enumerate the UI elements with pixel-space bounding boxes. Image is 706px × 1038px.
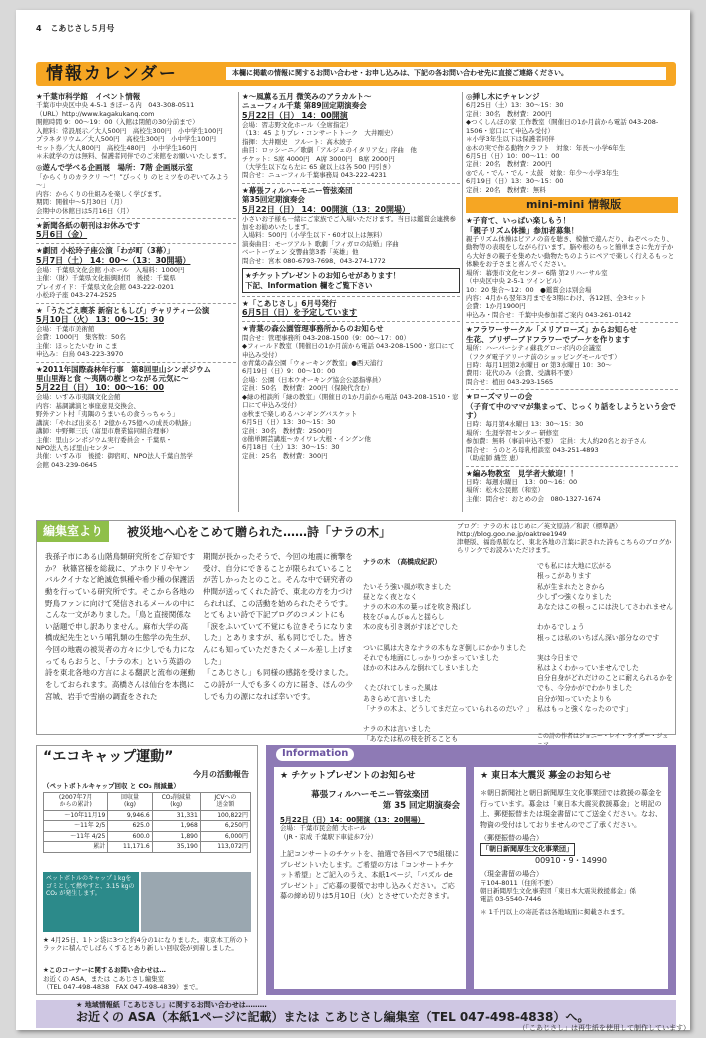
event-body: 6月25日（土）13：30～15：30 定員：30名 教材費：200円 ◆つくしんぼの家 工作教室（開催日の1か月前から電話 043-208-1506・窓口にて申込み受付） ＊小学3年生以下は保護者同伴 ◎木の実で作る動物クラフト 対象：年長～小学6年生 6月5日（日）10：00～11：00 定員：20名 教材費：200円 ◎でん・でん・でん・太鼓 対象：年少～小学3年生 6月19日（日）13：30～15：00 定員：20名 教材費：無料 (466, 101, 659, 194)
mini-heading: ★子育て、いっぱい楽しもう！ 「親子リズム体操」参加者募集！ (466, 216, 579, 235)
relief-fund-box (474, 767, 668, 989)
event-date: 5月6日（金） (36, 230, 88, 240)
event-date: 5月10日（火） 13：00～15：30 (36, 314, 165, 324)
event-body: 問合せ：管理事務所 043-208-1500（9：00～17：00） ◆フィールド教室（開催日の1か月前から電話 043-208-1500・窓口にて申込み受付） ◎青葉の森公園「ウォーキング教室」●西天浦行 6月19日（日）9：00～10：00 会場：公園（日本ウオーキング協会公認指導員） 定員：50名 教材費：200円（保険代含む） ◆緑の相談所「緑の教室」（開催日の1か月前から電話 043-208-1510・窓口にて申込み受付） ◎秋まで楽しめるハンギングバスケット 6月5日（日）13：30～15：30 定員：30名 教材費：2500円 ◎簡単園芸講座～カイワレ大根・イングン他 6月18日（土）13：30～15：30 定員：25名 教材費：300円 (242, 333, 459, 460)
table-header-row (44, 792, 251, 810)
event-heading: ◎遊んで学べる企画展 場所：7階 企画展示室 (36, 163, 193, 173)
event-heading: ★新聞各紙の朝刊はお休みです (36, 221, 141, 230)
divider (36, 243, 236, 244)
postal-name: 「朝日新聞厚生文化事業団」 (480, 843, 575, 856)
event-date: 6月5日（日）を予定しています (242, 308, 358, 318)
poem-text-2: でも私には大地に広がる 根っこがあります 私が生まれたときから 少しずつ強くなりました あなたはこの根っこには決してさわれません わかるでしょう 根っこは私のいちばん深い部分なのです 実は今日まで 私はよくわかっていませんでした 自分自身がどれだけのことに耐えられるかを でも、今分かがでわかりました 自分が知っていたよりも 私はもっと強くなったのです」 (537, 562, 673, 713)
calendar-banner (36, 62, 676, 86)
mini-heading: ★編み物教室 見学者大歓迎！！ (466, 468, 578, 478)
event-body: 小さいお子様も一緒にご家族でご入場いただけます。当日は鑑賞会連携参加をお勧めいたします。 入場料：500円（小学生以下・60才以上は無料） 演奏曲目：モーツアルト 歌劇「フィガロの結婚」序曲 ベートーヴェン 交響曲第3番「英雄」他 問合せ：宮本 080-6793-7698、043-274-1772 (242, 214, 456, 265)
event-heading: ★劇団 小松玲子座公演「わが町（3幕）」 (36, 246, 175, 256)
table-cell: 35,190 (152, 842, 200, 853)
table-cell: 625.0 (108, 821, 152, 832)
ticket-date: 5月22日（日）14：00開演（13：20開場） (280, 815, 425, 824)
event-body: 会場：いすみ市夷隅文化会館 内容：基調講演と事座意見交換会、 野外テント村「夷隅のうまいもの食うっちゃう」 講演：「やれば出来る！2億から75億への成長の軌跡」 講師：中野輝三氏（富里市農業協同組合理事） 主催：里山シンポジウム実行委員会・千葉県・ NPO法人ちば里山センター 共催：いすみ市 後援：御宿町、NPO法人千葉自然学 会館 043-239-0645 (36, 393, 195, 469)
mini-heading: ★ローズマリーの会 （子育て中のママが集まって、じっくり話をしようという会です） (466, 392, 676, 420)
calendar-title: 情報カレンダー (46, 64, 178, 84)
eco-title: “エコキャップ運動” (43, 749, 174, 765)
divider (36, 303, 236, 304)
event-item (242, 299, 460, 318)
table-cell: 累計 (44, 842, 108, 853)
event-heading: ★2011年国際森林年行事 第8回里山シンポジウム 里山里海と食 ～夷隅の樹とつながる元気に～ (36, 364, 212, 383)
divider (466, 466, 678, 467)
mini-item (466, 469, 678, 504)
poem-text-1: たいそう強い風が吹きました 昼となく夜となく ナラの木の木の葉っぱを吹き飛ばし 枝をびゅんびゅんと揺らし 木の皮も引き剥がすほどでした ついに風は大きなナラの木もなぎ倒しにかかりました それでも地面にしっかりつかまっていました ほかの木はみんな倒れてしまいました くたびれてしまった風は あきらめて言いました 「ナラの木よ、どうしてまだ立っていられるのだい？」 ナラの木は言いました 「あなたは私の枝を折ることも (363, 582, 533, 744)
divider (242, 296, 460, 297)
event-body: 「からくりのカラクリ ～“！”びっくり のヒミツをのぞいてみよう～」 内容：からくりの仕組みを楽しく学びます。 期間：開催中～5月30日（月） 会期中の休館日は5月16日（月） (36, 172, 229, 215)
poem-title: ナラの木 （高橋成紀訳） (363, 558, 442, 567)
eco-cap-section (36, 745, 258, 995)
eco-photo-caption: ペットボトルのキャップ１kgをゴミとして燃やすと、3.15 kgの CO₂ が発生します。 (43, 872, 139, 932)
postal-number: 00910・9・14990 (535, 855, 607, 865)
event-heading: ★幕張フィルハーモニー管弦楽団 第35回定期演奏会 (242, 185, 353, 205)
table-cell: 6,000円 (200, 831, 250, 842)
divider (36, 218, 236, 219)
event-body: 会場：千葉県文化会館 小ホール 入場料：1000円 主催：（財）千葉県文化振興財団 後援：千葉県 プレイガイド：千葉県文化会館 043-222-0201 小松玲子座 043-274-2525 (36, 265, 185, 300)
table-row (44, 831, 251, 842)
truck-photo (141, 872, 251, 932)
event-body: 会場：習志野文化ホール（全席指定） （13：45 よりプレ・コンサートトーク 大井剛史） 指揮：大井剛史 フルート：高木綾子 曲目：ロッシーニ／歌劇「アルジェのイタリア女」序曲 他 チケット：S席 4000円 A席 3000円 B席 2000円 （大学生以下なら左に 65 歳以上は各 500 円引き） 問合せ：ニューフィル千葉事務局 043-222-4231 (242, 120, 417, 180)
newsletter-page (16, 10, 690, 1030)
event-heading: ★チケットプレゼントのお知らせがあります！ 下記、Information 欄をご覧下さい (245, 271, 401, 290)
table-cell: ～11年 2/5 (44, 821, 108, 832)
event-heading: ★～風薫る五月 微笑みのアラカルト～ ニューフィル千葉 第89回定期演奏会 (242, 92, 372, 111)
event-item (36, 221, 236, 240)
editor-title: 被災地へ心をこめて贈られた……詩「ナラの木」 (127, 525, 392, 539)
editor-text-2: 期間が長かったそうで、今回の地震に衝撃を受け、自分にできることが限られていることが苦しかったとのこと。そんな中で研究者の仲間が送ってくれた詩で、東北の方を力づけられれば、この活動を始められたそうです。とてもよい詩で下記ブログのコメントにも「涙をふいていて不覚にも泣きそうになりました」とありますが、私も同じでした。皆さんにも知っていただきたくメール差し上げました」 「こあじさし」も同様の感銘を受けました。この詩が一人でも多くの方に届き、ほんの少しでも力の源になれば幸いです。 (203, 552, 353, 701)
table-header: JCVへの 送金額 (200, 792, 250, 810)
event-item (36, 365, 236, 470)
editor-blog-link[interactable]: ブログ：ナラの木 はじめに／英文原詩／和訳（標準語） http://blog.goo.ne.jp/oaktree1949 津軽版、福島県版など、東北各地の言葉に訳された詩もこちらのブログからリンクでお読みいただけます。 (457, 522, 672, 555)
cash-address: 〒104-8011（住所不要） 朝日新聞厚生文化事業団「東日本大震災救援募金」係 電話 03-5540-7446 (480, 878, 636, 904)
table-cell: 11,171.6 (108, 842, 152, 853)
event-heading: ★千葉市科学館 イベント情報 (36, 92, 141, 101)
page-header (36, 24, 114, 34)
mini-item (466, 325, 678, 386)
table-cell: 113,072円 (200, 842, 250, 853)
column-divider (462, 92, 463, 512)
information-section (266, 745, 676, 995)
table-cell: 31,331 (152, 810, 200, 821)
relief-note: ＊ 1千円以上の寄託者は各地域面に掲載されます。 (480, 907, 629, 916)
mini-body: 日時：毎月第4水曜日 13：30～15：30 場所：生涯学習センター 研修室 参加費：無料（事前申込不要） 定員：大人約20名とお子さん 問合せ：うのとろ母乳相談室 043-251-4893 （助産師 織笠 恵） (466, 420, 647, 463)
mini-body: 日時：毎週水曜日 13：00～16：00 場所：松木公民館（和室） 主催：問合せ：おとめの会 080-1327-1674 (466, 477, 601, 503)
eco-table-caption: （ペットボトルキャップ回収 と CO₂ 削減量） (43, 781, 180, 790)
calendar-column-3 (466, 92, 678, 506)
event-heading: ★青葉の森公園管理事務所からのお知らせ (242, 324, 384, 334)
ticket-concert: 第 35 回定期演奏会 (382, 800, 460, 811)
divider (242, 183, 460, 184)
calendar-column-2 (242, 92, 460, 463)
calendar-note: 本欄に掲載の情報に関するお問い合わせ・お申し込みは、下記の各お問い合わせ先に直接ご連絡ください。 (226, 67, 666, 80)
ticket-heading: ★ チケットプレゼントのお知らせ (280, 771, 416, 781)
event-item (36, 92, 236, 160)
table-cell: 100,822円 (200, 810, 250, 821)
event-item (36, 246, 236, 299)
event-heading: ★「うたごえ喫茶 新宿ともしび」チャリティー公演 (36, 305, 210, 315)
mini-item (466, 216, 678, 319)
event-item (36, 306, 236, 359)
eco-subtitle: 今月の活動報告 (193, 769, 249, 779)
relief-body: ＊朝日新聞社と朝日新聞厚生文化事業団では救援の募金を行っています。募金は「東日本大震災救援募金」と明記の上、郵便振替または現金書留にてご送金ください。なお、物資の受付はしておりませんのでご了承ください。 (480, 789, 662, 829)
table-cell: 6,250円 (200, 821, 250, 832)
relief-heading: ★ 東日本大震災 募金のお知らせ (480, 771, 612, 781)
footer-line-2: お近くの ASA（本紙1ページに記載）または こあじさし編集室（TEL 047-498-4838）へ。 (76, 1010, 590, 1024)
column-divider (238, 92, 239, 512)
page-name: こあじさし５月号 (50, 24, 115, 33)
event-item (36, 163, 236, 215)
editor-header (37, 521, 675, 555)
postal-heading: （郵便振替の場合） (480, 834, 543, 843)
table-row (44, 821, 251, 832)
mini-body: 親子リズム体操はピアノの音を聴き、模倣で遊んだり、ねぞべったり、動物等の表現をしながら行います。脳や根のもっと簡単まさに先方子から大好きの親子を集めたい動物たちのようにペアで楽しく行えるもっと体験をお子さまと喜んでください。 場所：幕張市文化センター 6階 第2リハーサル室 （中央区中央 2-5-1 ツインビル） 10：20 集合～12：00 ●鑑賞会は別会場 内容：4月から翌年3月までを3期にわけ、各12回、全3セット 会費：1か月1900円 申込み・問合せ：千葉中央参加者ご案内 043-261-0142 (466, 234, 675, 319)
ticket-body: 上記コンサートのチケットを、抽選で各回ペアで5組様にプレゼントいたします。ご希望の方は「コンサートチケット希望」とご記入のうえ、本紙1ページ、「パズル de プレゼント」ご応募の要領でお申し込みください。ご応募の締め切りは5月10日（火）とさせていただきます。 (280, 850, 460, 901)
event-date: 5月22日（日） 14：00開演 (242, 110, 348, 120)
editor-tag: 編集室より (37, 521, 109, 542)
mini-info-banner (466, 197, 678, 213)
eco-table (43, 792, 251, 853)
ticket-org: 幕張フィルハーモニー管弦楽団 (311, 790, 429, 801)
mini-item (466, 392, 678, 462)
event-heading: ★「こあじさし」6月号発行 (242, 298, 337, 308)
information-label: Information (276, 748, 354, 761)
table-cell: 600.0 (108, 831, 152, 842)
mini-heading: ★フラワーサークル「メリアローズ」からお知らせ 生花、プリザーブドフラワーでブーケを作ります (466, 325, 637, 344)
table-cell: ～11年 4/25 (44, 831, 108, 842)
table-row-total (44, 842, 251, 853)
mini-info-title: mini-mini 情報版 (526, 198, 622, 212)
divider (466, 322, 678, 323)
table-row (44, 810, 251, 821)
event-body: 千葉市中央区中央 4-5-1 きぼーる内 043-308-0511 （URL）http://www.kagakukanq.com 開館時間 9：00～19：00（入館は閉館の30分前まで） 入館料：常設展示／大人500円 高校生300円 小中学生100円 プラネタリウム／大人500円 高校生300円 小中学生100円 セット券／大人800円 高校生480円 小中学生160円 ＊未就学の方は無料、保護者同伴でのご来館をお願いいたします。 (36, 101, 231, 160)
cash-heading: （現金書留の場合） (480, 869, 543, 878)
event-item (242, 92, 460, 180)
divider (36, 362, 236, 363)
eco-contact: お近くの ASA、または こあじさし編集室 （TEL 047-498-4838 FAX 047-498-4839）まで。 (43, 975, 202, 992)
event-date: 5月22日（日） 14：00開演（13：20開場） (242, 204, 411, 214)
event-item (466, 92, 678, 194)
event-item (242, 324, 460, 460)
table-cell: 9,946.6 (108, 810, 152, 821)
editor-column (36, 520, 676, 744)
ticket-place: 会場：千葉市民会館 大ホール （JR・京成 千葉駅下車徒歩7分） (280, 824, 378, 841)
page-number: 4 (36, 24, 42, 33)
mini-body: 場所：ハーバーシティ蘇我グローボ内の会議室 （フクダ電子アリーナ前のショッピングモールです） 日時：毎月1回第2水曜日 or 第3水曜日 10：30～ 費用：花代のみ（会費、受講料不要） 問合せ：植田 043-293-1565 (466, 344, 621, 386)
footer-line-1: ★ 地域情報紙「こあじさし」に関するお問い合わせは……… (76, 1001, 267, 1009)
recycle-note: （「こあじさし」は再生紙を使用して制作しています） (518, 1024, 690, 1032)
event-item (242, 186, 460, 265)
table-cell: ～10年11月19 (44, 810, 108, 821)
divider (466, 389, 678, 390)
event-date: 5月22日（日） 10：00～16：00 (36, 383, 165, 393)
table-cell: 1,968 (152, 821, 200, 832)
ticket-notice (242, 268, 460, 293)
poem-credit: この詩の作者はジョニー・レイ・ライダー・ジュ (537, 733, 669, 741)
table-cell: 1,890 (152, 831, 200, 842)
table-header: 回収量 (kg) (108, 792, 152, 810)
table-header: CO₂削減量 (kg) (152, 792, 200, 810)
event-body: 会場：千葉市美術館 会費：1000円 集客数：50名 主催：ほっとたいむ in こま 申込み：白鳥 043-223-3970 (36, 324, 126, 359)
calendar-column-1 (36, 92, 236, 472)
event-heading: ◎挿し木にチャレンジ (466, 92, 540, 101)
table-header: (2007年7月 からの累計) (44, 792, 108, 810)
divider (242, 321, 460, 322)
eco-report: ★ 4月25日、1トン袋に3つと約4分の1になりました。東京本工所のトラックに積んでしばらくするとあり新しい回収袋が到着しました。 (43, 936, 249, 953)
event-date: 5月7日（土） 14：00～（13：30開場） (36, 255, 191, 265)
ticket-present-box (274, 767, 466, 989)
editor-text-1: 我孫子市にある山階鳥類研究所をご存知ですか？ 秋篠宮様を総裁に、アホウドリやヤンバルクイナなど絶滅危惧種や希少種の保護活動を行っている研究所です。そこから各地の野鳥ファンに向けて発信されるメールの中にこんな一文がありました。「鳥と直接関係ない話題で申し訳ありません。麻布大学の高橋成紀先生という哺乳類の生態学の先生が、今回の地震の被災者の方々に少しでも力になってもらおうと、「ナラの木」という英語の詩を東北各地の方言による翻訳と流布の運動をしておられます。高橋さんは仙台を本拠に宮城、岩手で雪崩の調査をされた (45, 552, 195, 701)
eco-contact-heading: ★このコーナーに関するお問い合わせは… (43, 966, 166, 974)
